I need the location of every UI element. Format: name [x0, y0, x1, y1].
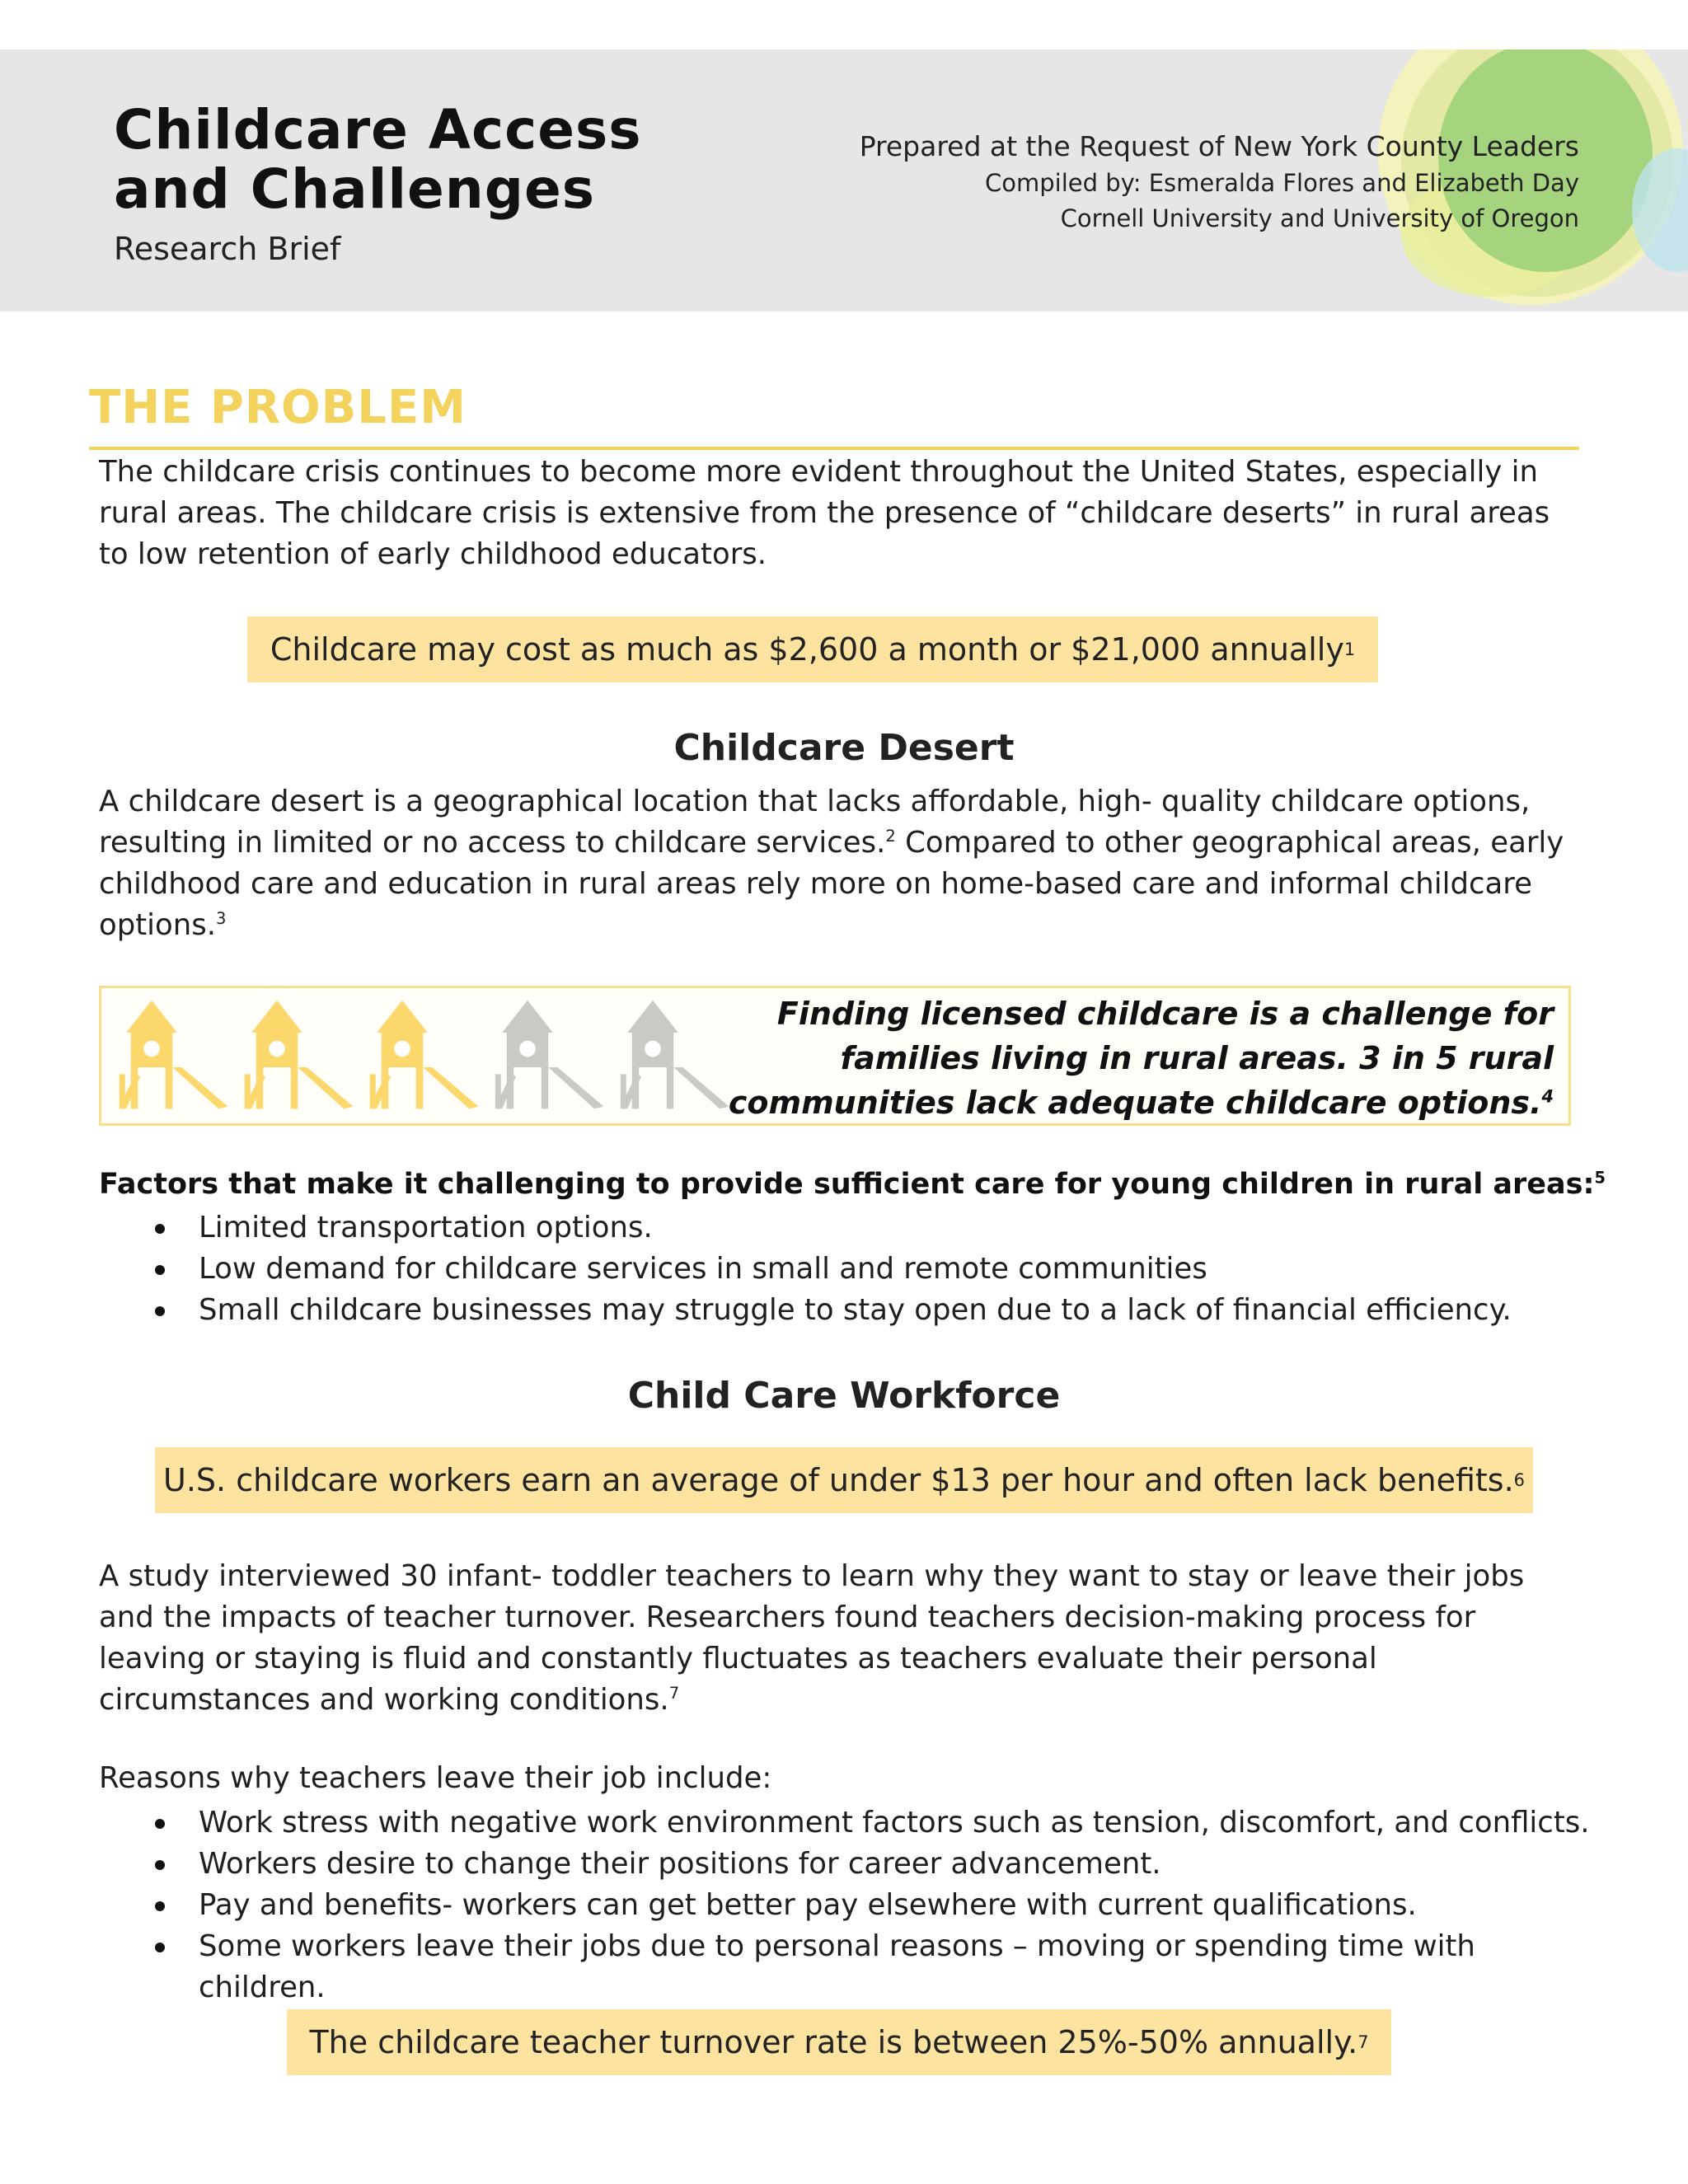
factors-title — [99, 1168, 1606, 1201]
rural-stat-box — [99, 986, 1571, 1126]
playground-icon — [116, 998, 233, 1113]
section-divider — [89, 447, 1579, 450]
compiled-by: Compiled by: Esmeralda Flores and Elizabeth Day — [985, 169, 1579, 197]
footnote-ref: 5 — [1594, 1168, 1606, 1188]
problem-heading: THE PROBLEM — [89, 381, 467, 434]
desert-text-2: Compared to other geographical areas, early childhood care and education in rural areas rely more on home-based care and informal childcare options. — [99, 826, 1564, 942]
childcare-desert-paragraph — [99, 781, 1582, 946]
cost-highlight: Childcare may cost as much as $2,600 a month or $21,000 annually 1 — [247, 616, 1378, 682]
wage-highlight: U.S. childcare workers earn an average of under $13 per hour and often lack benefits. 6 — [155, 1447, 1533, 1513]
document-subtitle: Research Brief — [114, 231, 341, 267]
rural-stat-sentence: Finding licensed childcare is a challenge for families living in rural areas. 3 in 5 rural communities lack adequate childcare options. — [728, 996, 1554, 1121]
study-text: A study interviewed 30 infant- toddler teachers to learn why they want to stay or leave their jobs and the impacts of teacher turnover. Researchers found teachers decision-making process for leaving or staying is fluid and constantly fluctuates as teachers evaluate their personal circumstances and working conditions. — [99, 1559, 1525, 1717]
list-item: Limited transportation options. — [99, 1207, 1599, 1249]
playground-icon — [241, 998, 359, 1113]
study-paragraph — [99, 1556, 1582, 1721]
list-item: Some workers leave their jobs due to personal reasons – moving or spending time with children. — [99, 1926, 1599, 2008]
problem-paragraph: The childcare crisis continues to become more evident throughout the United States, especially in rural areas. The childcare crisis is extensive from the presence of “childcare deserts” in rural areas to low retention of early childhood educators. — [99, 455, 1550, 571]
prepared-for: Prepared at the Request of New York County Leaders — [859, 130, 1579, 162]
wage-highlight-text: U.S. childcare workers earn an average of under $13 per hour and often lack benefits. — [163, 1462, 1514, 1498]
footnote-ref: 3 — [216, 909, 227, 929]
turnover-highlight: The childcare teacher turnover rate is between 25%-50% annually. 7 — [287, 2009, 1391, 2075]
reasons-list — [99, 1802, 1599, 2008]
list-item: Pay and benefits- workers can get better pay elsewhere with current qualifications. — [99, 1885, 1599, 1926]
turnover-highlight-text: The childcare teacher turnover rate is between 25%-50% annually. — [309, 2024, 1358, 2060]
footnote-ref: 4 — [1541, 1086, 1554, 1107]
footnote-ref: 2 — [885, 827, 896, 846]
title-line-2: and Challenges — [114, 157, 595, 221]
desert-text-1: A childcare desert is a geographical location that lacks affordable, high- quality childcare options, resulting in limited or no access to childcare services. — [99, 785, 1531, 860]
institutions: Cornell University and University of Oregon — [1060, 204, 1579, 232]
list-item: Low demand for childcare services in small and remote communities — [99, 1249, 1599, 1290]
footnote-ref: 7 — [668, 1684, 680, 1704]
workforce-heading: Child Care Workforce — [627, 1375, 1061, 1417]
factors-title-text: Factors that make it challenging to provide sufficient care for young children in rural areas: — [99, 1168, 1595, 1201]
list-item: Small childcare businesses may struggle to stay open due to a lack of financial efficiency. — [99, 1290, 1599, 1331]
playground-icon — [367, 998, 484, 1113]
list-item: Work stress with negative work environment factors such as tension, discomfort, and conflicts. — [99, 1802, 1599, 1844]
factors-list — [99, 1207, 1599, 1331]
playground-icon — [492, 998, 609, 1113]
cost-highlight-text: Childcare may cost as much as $2,600 a month or $21,000 annually — [270, 631, 1344, 668]
childcare-desert-heading: Childcare Desert — [673, 727, 1015, 769]
document-title — [114, 98, 642, 221]
title-line-1: Childcare Access — [114, 98, 642, 162]
reasons-title: Reasons why teachers leave their job include: — [99, 1761, 772, 1795]
list-item: Workers desire to change their positions for career advancement. — [99, 1844, 1599, 1885]
rural-stat-text — [688, 991, 1554, 1125]
playground-icon-row — [116, 998, 734, 1113]
